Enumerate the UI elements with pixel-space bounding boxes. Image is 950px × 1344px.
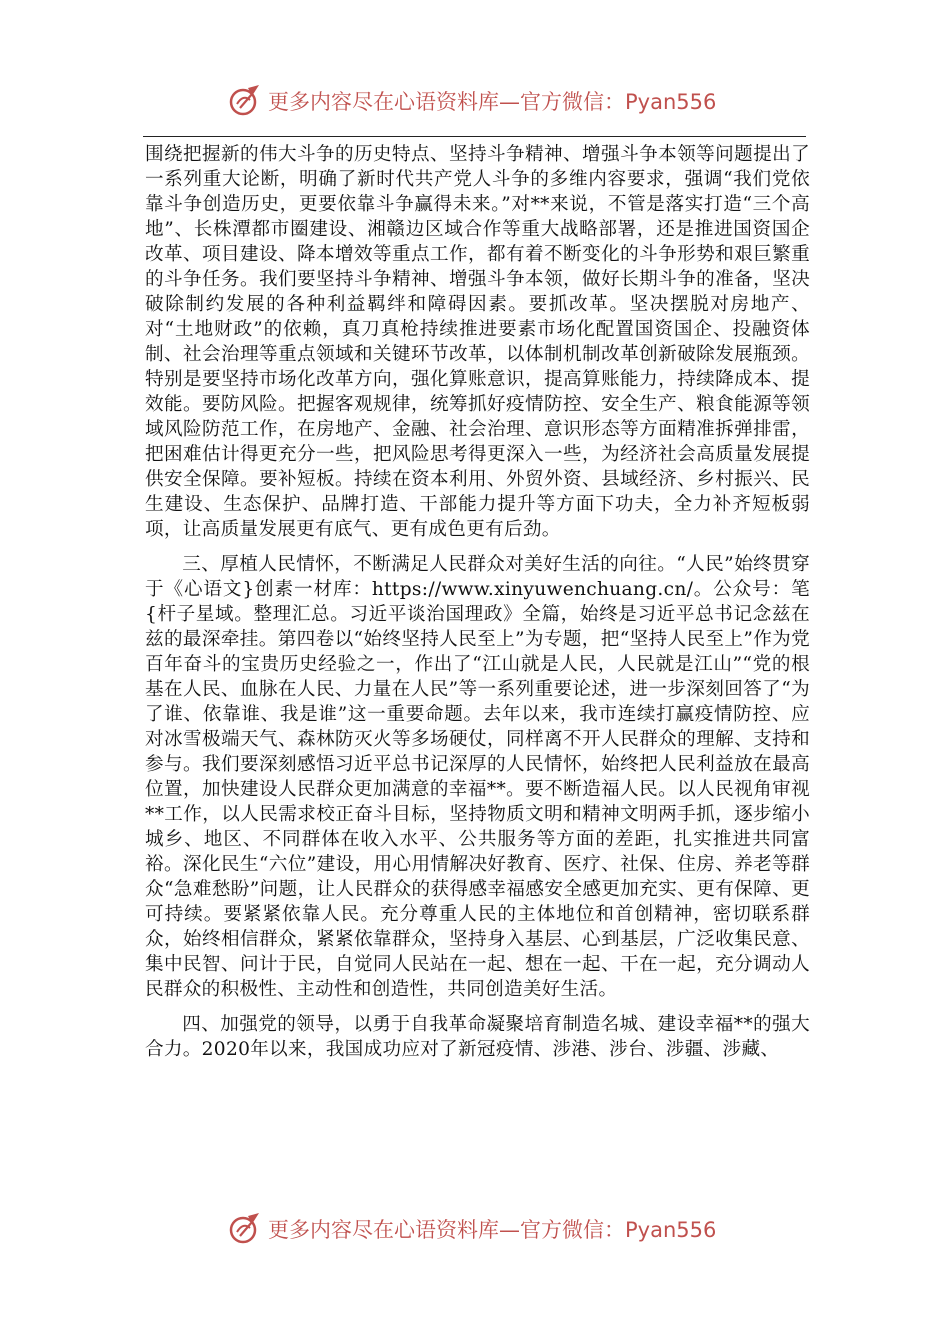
pen-logo-icon — [228, 84, 262, 118]
document-body — [145, 142, 810, 1062]
footer-banner — [228, 1212, 716, 1246]
header-divider — [143, 136, 806, 137]
header-banner-text: 更多内容尽在心语资料库—官方微信：Pyan556 — [268, 90, 717, 114]
header-banner — [228, 84, 716, 118]
footer-banner-text: 更多内容尽在心语资料库—官方微信：Pyan556 — [268, 1218, 717, 1242]
paragraph-2: 三、厚植人民情怀，不断满足人民群众对美好生活的向往。“人民”始终贯穿于《心语文}创素一材库：https://www.xinyuwenchuang.cn/。公众号：笔{杆子星域。整理汇总。习近平谈治国理政》全篇，始终是习近平总书记念兹在兹的最深牵挂。第四卷以“始终坚持人民至上”为专题，把“坚持人民至上”作为党百年奋斗的宝贵历史经验之一，作出了“江山就是人民，人民就是江山”“党的根基在人民、血脉在人民、力量在人民”等一系列重要论述，进一步深刻回答了“为了谁、依靠谁、我是谁”这一重要命题。去年以来，我市连续打赢疫情防控、应对冰雪极端天气、森林防灭火等多场硬仗，同样离不开人民群众的理解、支持和参与。我们要深刻感悟习近平总书记深厚的人民情怀，始终把人民利益放在最高位置，加快建设人民群众更加满意的幸福**。要不断造福人民。以人民视角审视**工作，以人民需求校正奋斗目标，坚持物质文明和精神文明两手抓，逐步缩小城乡、地区、不同群体在收入水平、公共服务等方面的差距，扎实推进共同富裕。深化民生“六位”建设，用心用情解决好教育、医疗、社保、住房、养老等群众“急难愁盼”问题，让人民群众的获得感幸福感安全感更加充实、更有保障、更可持续。要紧紧依靠人民。充分尊重人民的主体地位和首创精神，密切联系群众，始终相信群众，紧紧依靠群众，坚持身入基层、心到基层，广泛收集民意、集中民智、问计于民，自觉同人民站在一起、想在一起、干在一起，充分调动人民群众的积极性、主动性和创造性，共同创造美好生活。 — [145, 554, 810, 1000]
paragraph-3: 四、加强党的领导，以勇于自我革命凝聚培育制造名城、建设幸福**的强大合力。2020年以来，我国成功应对了新冠疫情、涉港、涉台、涉疆、涉藏、 — [145, 1014, 810, 1060]
paragraph-1: 围绕把握新的伟大斗争的历史特点、坚持斗争精神、增强斗争本领等问题提出了一系列重大论断，明确了新时代共产党人斗争的多维内容要求，强调“我们党依靠斗争创造历史，更要依靠斗争赢得未来。”对**来说，不管是落实打造“三个高地”、长株潭都市圈建设、湘赣边区域合作等重大战略部署，还是推进国资国企改革、项目建设、降本增效等重点工作，都有着不断变化的斗争形势和艰巨繁重的斗争任务。我们要坚持斗争精神、增强斗争本领，做好长期斗争的准备，坚决破除制约发展的各种利益羁绊和障碍因素。要抓改革。坚决摆脱对房地产、对“土地财政”的依赖，真刀真枪持续推进要素市场化配置国资国企、投融资体制、社会治理等重点领域和关键环节改革，以体制机制改革创新破除发展瓶颈。特别是要坚持市场化改革方向，强化算账意识，提高算账能力，持续降成本、提效能。要防风险。把握客观规律，统筹抓好疫情防控、安全生产、粮食能源等领域风险防范工作，在房地产、金融、社会治理、意识形态等方面精准拆弹排雷，把困难估计得更充分一些，把风险思考得更深入一些，为经济社会高质量发展提供安全保障。要补短板。持续在资本利用、外贸外资、县域经济、乡村振兴、民生建设、生态保护、品牌打造、干部能力提升等方面下功夫，全力补齐短板弱项，让高质量发展更有底气、更有成色更有后劲。 — [145, 144, 810, 540]
pen-logo-icon — [228, 1212, 262, 1246]
